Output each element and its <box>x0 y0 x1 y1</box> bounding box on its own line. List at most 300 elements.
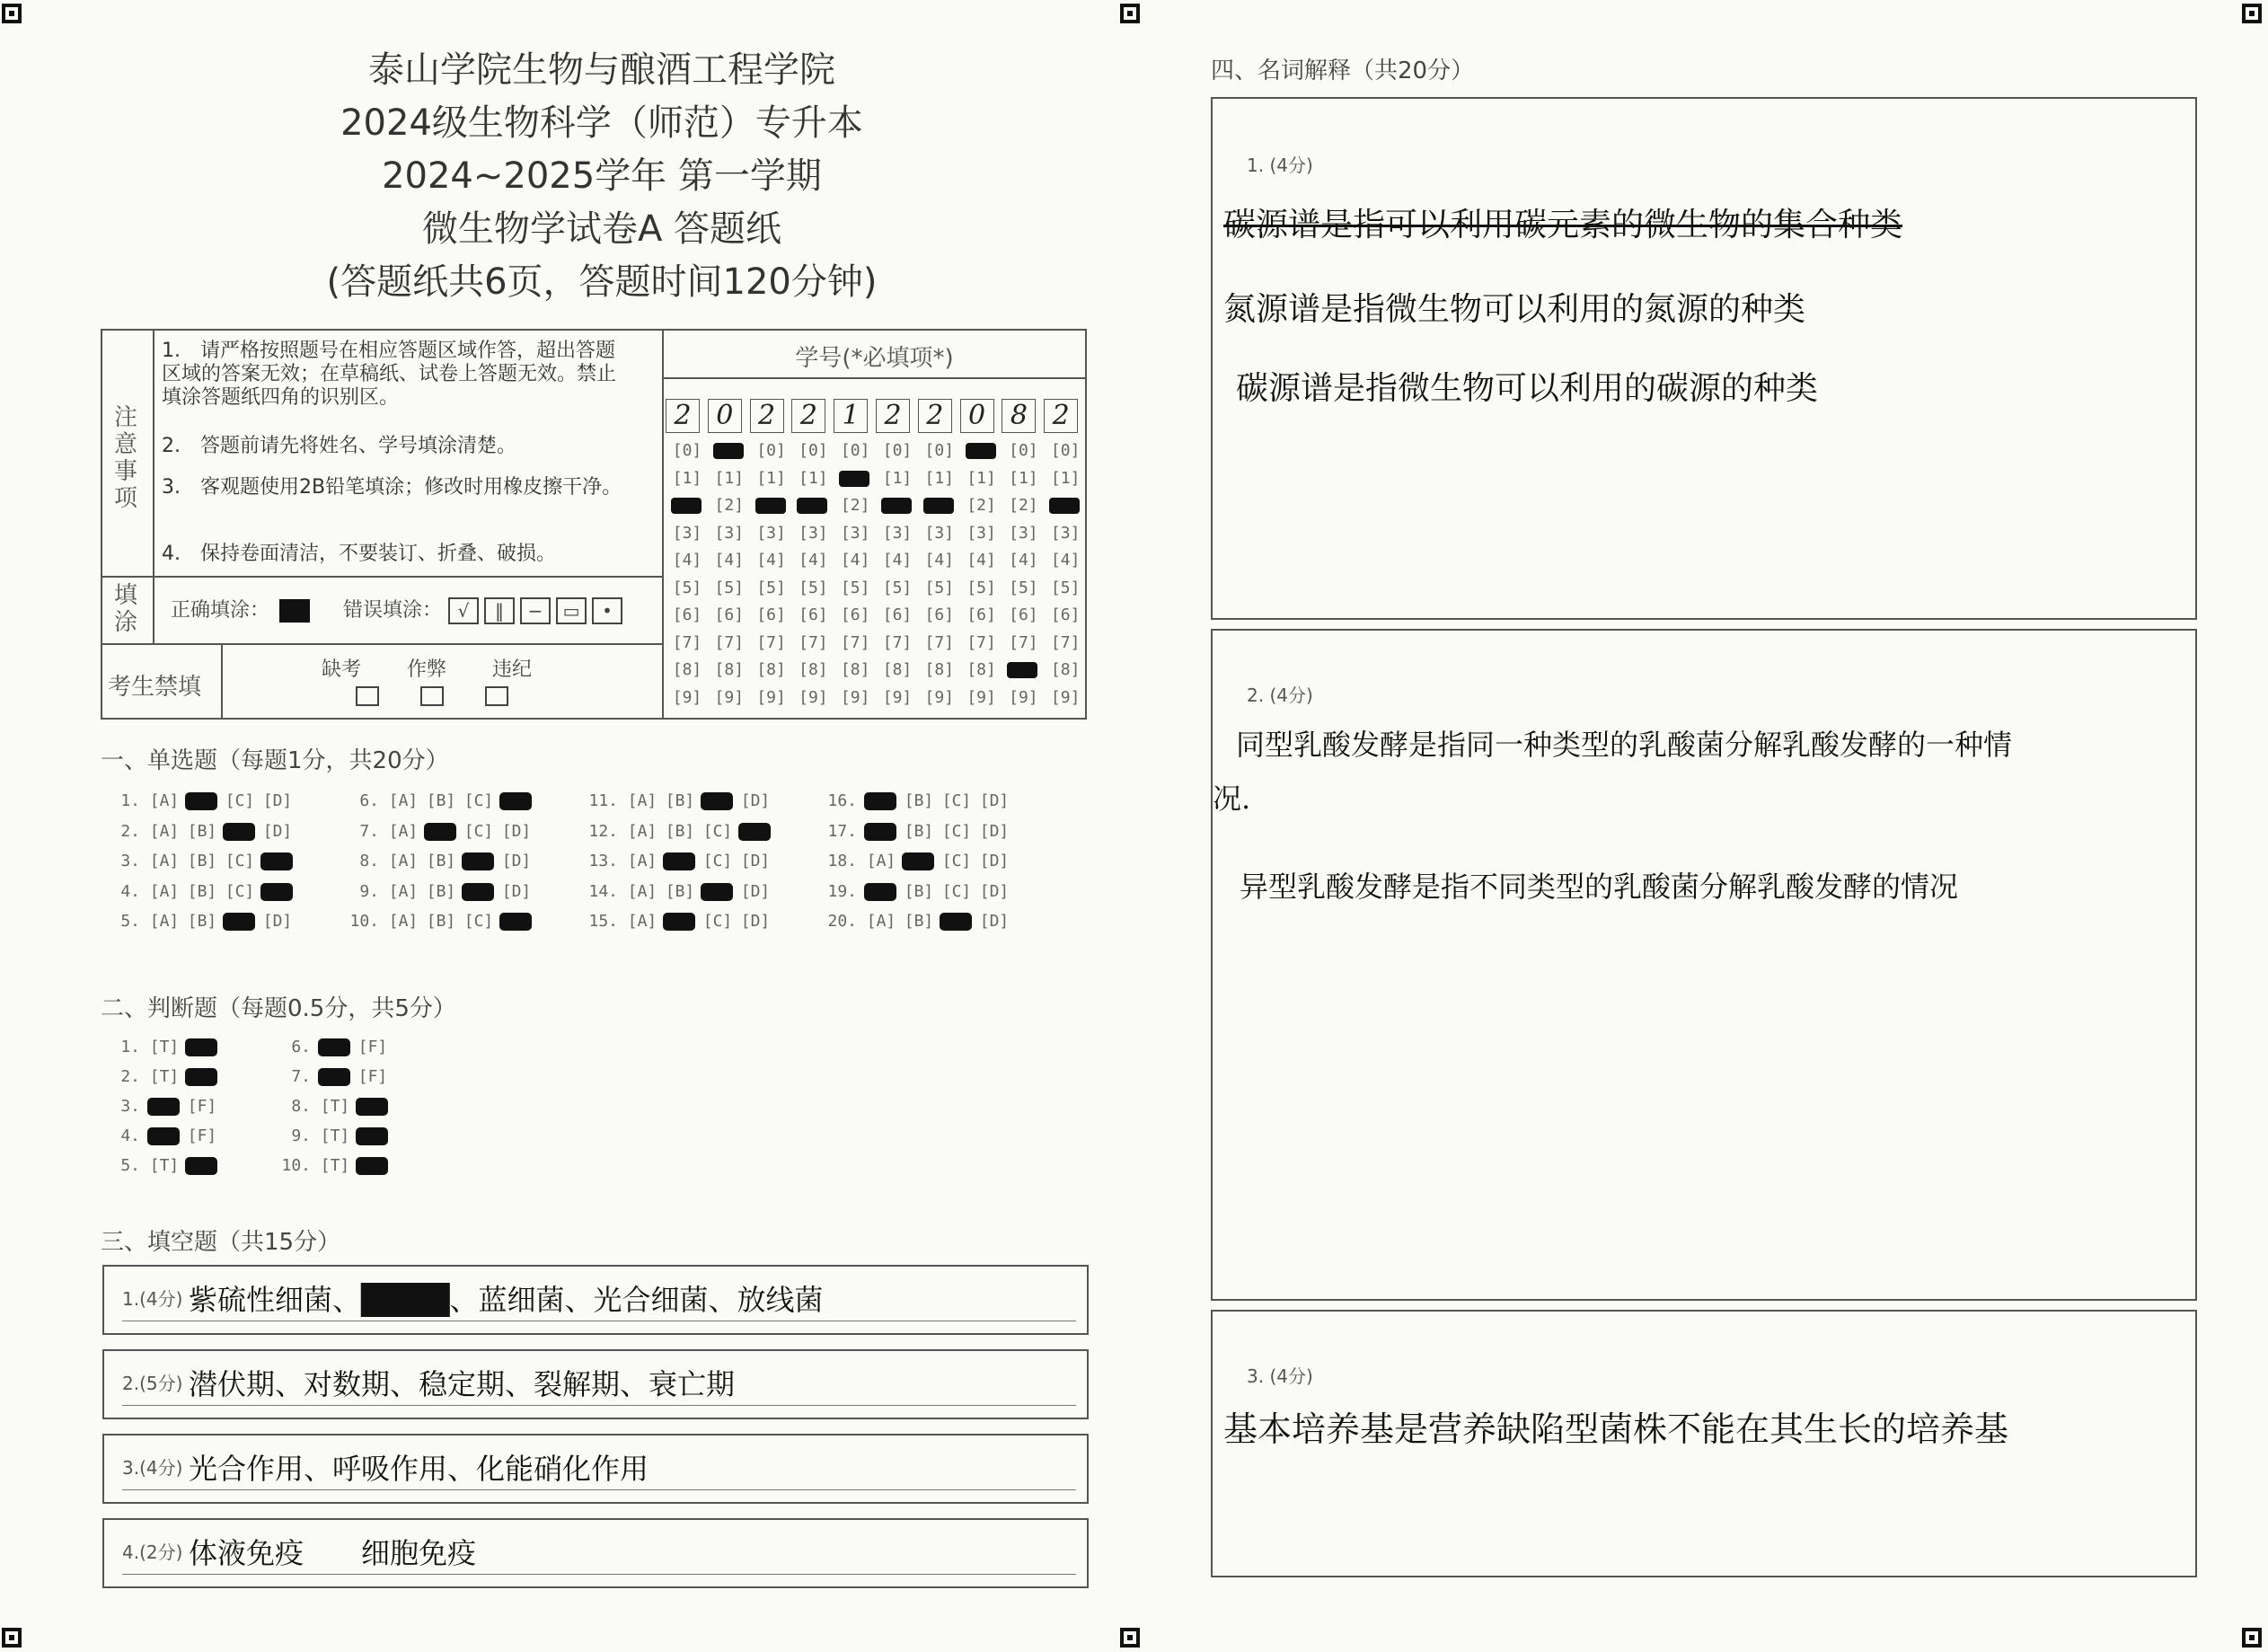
tf-option-t[interactable] <box>146 1066 183 1088</box>
mc-option-c[interactable] <box>699 911 737 932</box>
mc-option-d[interactable] <box>259 911 296 932</box>
mc-option-a[interactable] <box>862 911 900 932</box>
student-id-bubble[interactable]: [9] <box>672 687 702 707</box>
mc-option-d[interactable] <box>498 911 535 932</box>
tf-option-t[interactable] <box>146 1037 183 1058</box>
wrong-fill-label: 错误填涂： <box>343 599 443 622</box>
mc-option-a[interactable] <box>146 821 183 843</box>
mc-option-c[interactable] <box>938 821 975 843</box>
tf-option-f[interactable] <box>354 1066 392 1088</box>
mc-option-d[interactable] <box>259 791 296 812</box>
option-label: [C] <box>941 791 972 810</box>
student-id-bubble[interactable]: [0] <box>882 441 913 460</box>
option-label: [T] <box>320 1126 350 1145</box>
mc-option-b[interactable] <box>661 881 699 903</box>
wrong-fill-sample: ▭ <box>556 597 587 624</box>
mc-option-d[interactable] <box>498 851 535 872</box>
definition-label: 2. (4分) <box>1247 685 1313 706</box>
student-id-bubble[interactable]: [3] <box>966 523 996 543</box>
student-id-bubble[interactable] <box>667 495 707 517</box>
tf-option-f[interactable] <box>183 1037 221 1058</box>
student-id-digit-cell: 2 <box>750 399 784 433</box>
student-id-bubble[interactable]: [8] <box>882 660 913 679</box>
notice-item-4: 4. 保持卷面清洁，不要装订、折叠、破损。 <box>162 543 556 565</box>
student-id-bubble[interactable]: [7] <box>1009 632 1038 652</box>
student-id-bubble[interactable]: [4] <box>924 551 955 570</box>
student-id-bubble[interactable]: [3] <box>924 523 955 543</box>
definition-label: 3. (4分) <box>1247 1365 1313 1387</box>
definition-answer-line: 碳源谱是指微生物可以利用的碳源的种类 <box>1236 370 1819 407</box>
mc-option-b[interactable] <box>661 911 699 932</box>
fill-blank-label: 3.(4分) <box>122 1457 183 1479</box>
divider <box>153 576 154 644</box>
student-id-bubble[interactable]: [0] <box>924 441 955 460</box>
student-id-bubble[interactable]: [5] <box>840 578 870 597</box>
mc-option-c[interactable] <box>221 851 259 872</box>
student-id-bubble[interactable]: [8] <box>924 660 955 679</box>
student-id-bubble[interactable]: [8] <box>756 660 786 679</box>
student-id-bubble[interactable]: [3] <box>840 523 870 543</box>
student-id-bubble[interactable]: [6] <box>756 605 786 624</box>
student-id-bubble[interactable]: [1] <box>1009 468 1038 488</box>
mc-option-b[interactable] <box>183 881 221 903</box>
mc-option-a[interactable] <box>623 821 661 843</box>
student-id-bubble[interactable]: [2] <box>966 496 996 515</box>
mc-option-c[interactable] <box>699 791 737 812</box>
option-label: [A] <box>866 912 896 931</box>
mc-option-a[interactable] <box>862 851 900 872</box>
student-id-bubble[interactable] <box>920 495 959 517</box>
notice-item-3: 3. 客观题使用2B铅笔填涂；修改时用橡皮擦干净。 <box>162 476 622 499</box>
question-number: 4. <box>120 1126 140 1145</box>
mc-option-c[interactable] <box>460 791 498 812</box>
student-id-bubble[interactable]: [7] <box>924 632 955 652</box>
mc-option-d[interactable] <box>975 791 1013 812</box>
mc-option-a[interactable] <box>623 791 661 812</box>
mc-option-c[interactable] <box>699 821 737 843</box>
option-label: [B] <box>426 791 456 810</box>
mc-option-d[interactable] <box>737 881 774 903</box>
answer-underline <box>122 1405 1076 1406</box>
fill-side-label: 填涂 <box>113 582 137 636</box>
tf-option-t[interactable] <box>146 1126 183 1147</box>
option-label: [C] <box>941 852 972 870</box>
student-id-bubble[interactable]: [4] <box>714 551 745 570</box>
student-id-bubble[interactable]: [4] <box>799 551 828 570</box>
student-id-digit-cell: 0 <box>708 399 742 433</box>
student-id-bubble[interactable]: [1] <box>714 468 745 488</box>
student-id-bubble[interactable]: [7] <box>714 632 745 652</box>
student-id-bubble[interactable]: [4] <box>840 551 870 570</box>
student-id-bubble[interactable]: [6] <box>882 605 913 624</box>
mc-option-b[interactable] <box>422 911 460 932</box>
student-id-bubble[interactable]: [4] <box>966 551 996 570</box>
tf-question-2 <box>108 1066 221 1088</box>
mc-option-a[interactable] <box>623 911 661 932</box>
student-id-bubble[interactable] <box>710 440 749 462</box>
option-label: [D] <box>740 791 771 810</box>
student-id-bubble[interactable]: [0] <box>1050 441 1081 460</box>
answer-underline <box>122 1574 1076 1575</box>
paper-note: (答题纸共6页，答题时间120分钟) <box>326 261 878 303</box>
mc-option-b[interactable] <box>422 821 460 843</box>
student-id-bubble[interactable]: [7] <box>1050 632 1081 652</box>
divider <box>662 329 664 720</box>
mc-option-c[interactable] <box>221 791 259 812</box>
question-number: 11. <box>588 791 618 810</box>
student-id-bubble[interactable]: [3] <box>799 523 828 543</box>
student-id-bubble[interactable]: [1] <box>924 468 955 488</box>
question-number: 5. <box>120 1156 140 1175</box>
question-number: 3. <box>120 852 140 870</box>
student-id-bubble[interactable]: [6] <box>1009 605 1038 624</box>
student-id-bubble[interactable]: [0] <box>799 441 828 460</box>
student-id-bubble[interactable]: [1] <box>882 468 913 488</box>
student-id-bubble[interactable]: [0] <box>840 441 870 460</box>
mc-option-b[interactable] <box>900 881 938 903</box>
mc-option-c[interactable] <box>460 821 498 843</box>
student-id-bubble[interactable]: [2] <box>840 496 870 515</box>
tf-option-f[interactable] <box>354 1096 392 1118</box>
mc-option-d[interactable] <box>975 911 1013 932</box>
student-id-bubble[interactable]: [3] <box>1009 523 1038 543</box>
tf-option-t[interactable] <box>316 1126 354 1147</box>
student-id-digit-cell: 2 <box>918 399 952 433</box>
definition-answer-line: 氮源谱是指微生物可以利用的氮源的种类 <box>1223 291 1806 328</box>
section1-title: 一、单选题（每题1分，共20分） <box>101 747 449 774</box>
mc-option-d[interactable] <box>737 821 774 843</box>
question-number: 5. <box>120 912 140 931</box>
student-id-bubble[interactable] <box>962 440 1002 462</box>
student-id-bubble[interactable] <box>835 468 875 490</box>
mc-option-b[interactable] <box>661 821 699 843</box>
mc-option-b[interactable] <box>183 791 221 812</box>
mc-option-a[interactable] <box>384 911 422 932</box>
mc-option-a[interactable] <box>384 851 422 872</box>
student-id-bubble[interactable]: [6] <box>924 605 955 624</box>
student-id-bubble[interactable]: [8] <box>840 660 870 679</box>
student-id-bubble[interactable]: [9] <box>1009 687 1038 707</box>
option-label: [A] <box>388 912 419 931</box>
forbid-label: 考生禁填 <box>108 674 202 701</box>
student-id-bubble[interactable]: [1] <box>756 468 786 488</box>
definition-answer-struck: 碳源谱是指可以利用碳元素的微生物的集合种类 <box>1223 207 1903 243</box>
student-id-bubble[interactable]: [5] <box>1009 578 1038 597</box>
student-id-bubble[interactable]: [7] <box>799 632 828 652</box>
student-id-bubble[interactable]: [0] <box>756 441 786 460</box>
mc-option-c[interactable] <box>460 911 498 932</box>
student-id-bubble[interactable]: [9] <box>799 687 828 707</box>
fill-blank-2[interactable] <box>102 1349 1089 1419</box>
student-id-bubble[interactable]: [3] <box>672 523 702 543</box>
mc-option-c[interactable] <box>221 911 259 932</box>
forbid-violation-checkbox[interactable] <box>485 686 508 706</box>
mc-option-b[interactable] <box>422 881 460 903</box>
student-id-bubble[interactable]: [4] <box>1009 551 1038 570</box>
mc-option-d[interactable] <box>975 851 1013 872</box>
option-label: [F] <box>357 1038 388 1056</box>
mc-option-b[interactable] <box>900 911 938 932</box>
student-id-bubble[interactable]: [0] <box>672 441 702 460</box>
student-id-bubble[interactable]: [9] <box>966 687 996 707</box>
notice-item-2: 2. 答题前请先将姓名、学号填涂清楚。 <box>162 435 516 457</box>
mc-option-d[interactable] <box>975 821 1013 843</box>
definition-box-3[interactable] <box>1211 1310 2197 1577</box>
question-number: 18. <box>827 852 857 870</box>
student-id-bubble[interactable]: [7] <box>882 632 913 652</box>
mc-question-17 <box>825 821 1013 843</box>
option-label: [F] <box>187 1126 217 1145</box>
student-id-bubble[interactable] <box>1046 495 1085 517</box>
student-id-bubble[interactable]: [1] <box>1050 468 1081 488</box>
option-label: [A] <box>388 852 419 870</box>
student-id-digit-cell: 1 <box>834 399 868 433</box>
mc-option-a[interactable] <box>623 851 661 872</box>
student-id-bubble[interactable]: [5] <box>756 578 786 597</box>
student-id-bubble[interactable]: [3] <box>882 523 913 543</box>
question-number: 16. <box>827 791 857 810</box>
student-id-bubble[interactable]: [4] <box>882 551 913 570</box>
tf-option-t[interactable] <box>146 1155 183 1177</box>
student-id-bubble[interactable]: [7] <box>840 632 870 652</box>
mc-option-d[interactable] <box>498 821 535 843</box>
mc-option-a[interactable] <box>862 821 900 843</box>
tf-option-f[interactable] <box>354 1126 392 1147</box>
mc-option-d[interactable] <box>259 881 296 903</box>
forbid-absent-checkbox[interactable] <box>356 686 379 706</box>
option-label: [D] <box>501 881 532 901</box>
option-label: [B] <box>904 881 934 901</box>
student-id-bubble[interactable]: [1] <box>799 468 828 488</box>
question-number: 1. <box>120 791 140 810</box>
section2-title: 二、判断题（每题0.5分，共5分） <box>101 995 456 1022</box>
student-id-bubble[interactable]: [9] <box>924 687 955 707</box>
mc-option-b[interactable] <box>900 821 938 843</box>
option-label: [A] <box>149 852 180 870</box>
student-id-bubble[interactable]: [7] <box>966 632 996 652</box>
mc-option-d[interactable] <box>975 881 1013 903</box>
mc-option-a[interactable] <box>146 911 183 932</box>
mc-option-b[interactable] <box>183 851 221 872</box>
student-id-bubble[interactable] <box>752 495 791 517</box>
tf-option-f[interactable] <box>183 1155 221 1177</box>
mc-option-c[interactable] <box>460 881 498 903</box>
student-id-bubble[interactable]: [7] <box>756 632 786 652</box>
mc-question-13 <box>586 851 774 872</box>
option-label: [C] <box>702 821 733 841</box>
student-id-bubble[interactable]: [5] <box>924 578 955 597</box>
mc-option-b[interactable] <box>900 791 938 812</box>
mc-option-b[interactable] <box>183 821 221 843</box>
wrong-fill-sample: ‖ <box>484 597 515 624</box>
mc-option-a[interactable] <box>862 791 900 812</box>
paper-title: 微生物学试卷A 答题纸 <box>421 208 782 250</box>
student-id-bubble[interactable]: [5] <box>882 578 913 597</box>
student-id-bubble[interactable]: [5] <box>966 578 996 597</box>
tf-option-f[interactable] <box>183 1066 221 1088</box>
student-id-bubble[interactable]: [2] <box>714 496 745 515</box>
option-label: [B] <box>426 852 456 870</box>
student-id-bubble[interactable]: [8] <box>672 660 702 679</box>
option-label: [F] <box>187 1097 217 1116</box>
mc-question-2 <box>108 821 296 843</box>
student-id-bubble[interactable]: [3] <box>714 523 745 543</box>
mc-option-d[interactable] <box>498 881 535 903</box>
answer-underline <box>122 1489 1076 1490</box>
divider <box>662 377 1087 379</box>
student-id-bubble[interactable]: [9] <box>714 687 745 707</box>
mc-option-c[interactable] <box>938 911 975 932</box>
student-id-digit-cell: 2 <box>791 399 825 433</box>
mc-option-a[interactable] <box>384 821 422 843</box>
option-label: [T] <box>320 1156 350 1175</box>
student-id-bubble[interactable]: [9] <box>1050 687 1081 707</box>
student-id-bubble[interactable]: [6] <box>1050 605 1081 624</box>
option-label: [A] <box>149 912 180 931</box>
option-label: [B] <box>904 791 934 810</box>
student-id-bubble[interactable]: [3] <box>756 523 786 543</box>
definition-answer-line: 同型乳酸发酵是指同一种类型的乳酸菌分解乳酸发酵的一种情 <box>1236 728 2013 762</box>
student-id-bubble[interactable] <box>793 495 833 517</box>
student-id-bubble[interactable]: [4] <box>1050 551 1081 570</box>
fill-blank-label: 1.(4分) <box>122 1288 183 1310</box>
question-number: 6. <box>359 791 379 810</box>
mc-option-a[interactable] <box>146 791 183 812</box>
student-id-bubble[interactable] <box>878 495 917 517</box>
mc-question-4 <box>108 881 296 903</box>
student-id-bubble[interactable]: [1] <box>672 468 702 488</box>
tf-option-f[interactable] <box>183 1096 221 1118</box>
mc-option-c[interactable] <box>460 851 498 872</box>
mc-option-c[interactable] <box>699 881 737 903</box>
option-label: [B] <box>187 912 217 931</box>
student-id-bubble[interactable]: [5] <box>799 578 828 597</box>
mc-option-a[interactable] <box>862 881 900 903</box>
option-label: [B] <box>665 881 695 901</box>
option-label: [F] <box>357 1067 388 1086</box>
question-number: 8. <box>359 852 379 870</box>
option-label: [B] <box>187 881 217 901</box>
forbid-violation-label: 违纪 <box>491 658 532 681</box>
option-label: [D] <box>979 912 1010 931</box>
mc-option-c[interactable] <box>699 851 737 872</box>
mc-option-c[interactable] <box>938 851 975 872</box>
student-id-bubble[interactable]: [6] <box>714 605 745 624</box>
student-id-bubble[interactable]: [5] <box>714 578 745 597</box>
student-id-bubble[interactable]: [9] <box>882 687 913 707</box>
definition-box-2[interactable] <box>1211 629 2197 1301</box>
divider <box>221 643 223 720</box>
mc-option-b[interactable] <box>661 791 699 812</box>
option-label: [A] <box>627 881 657 901</box>
student-id-bubble[interactable]: [6] <box>966 605 996 624</box>
fill-blank-1[interactable] <box>102 1265 1089 1335</box>
student-id-bubble[interactable]: [0] <box>1009 441 1038 460</box>
mc-option-a[interactable] <box>146 851 183 872</box>
option-label: [A] <box>149 821 180 841</box>
corner-mark-top-center <box>1120 4 1140 23</box>
mc-option-a[interactable] <box>384 881 422 903</box>
class-title: 2024级生物科学（师范）专升本 <box>340 102 863 144</box>
tf-option-t[interactable] <box>316 1066 354 1088</box>
mc-question-11 <box>586 791 774 812</box>
mc-option-b[interactable] <box>422 851 460 872</box>
tf-option-f[interactable] <box>354 1037 392 1058</box>
option-label: [D] <box>979 821 1010 841</box>
mc-question-9 <box>347 881 535 903</box>
mc-option-c[interactable] <box>938 881 975 903</box>
student-id-bubble[interactable]: [4] <box>756 551 786 570</box>
tf-option-t[interactable] <box>316 1096 354 1118</box>
mc-option-d[interactable] <box>259 821 296 843</box>
question-number: 2. <box>120 1067 140 1086</box>
mc-option-a[interactable] <box>384 791 422 812</box>
student-id-bubble[interactable]: [4] <box>672 551 702 570</box>
student-id-bubble[interactable]: [9] <box>840 687 870 707</box>
tf-option-t[interactable] <box>316 1037 354 1058</box>
tf-option-t[interactable] <box>146 1096 183 1118</box>
mc-option-b[interactable] <box>900 851 938 872</box>
definition-box-1[interactable] <box>1211 97 2197 620</box>
mc-option-a[interactable] <box>623 881 661 903</box>
student-id-bubble[interactable]: [2] <box>1009 496 1038 515</box>
option-label: [C] <box>463 912 494 931</box>
option-label: [D] <box>262 791 293 810</box>
student-id-bubble[interactable]: [9] <box>756 687 786 707</box>
tf-question-4 <box>108 1126 221 1147</box>
student-id-bubble[interactable]: [8] <box>714 660 745 679</box>
student-id-bubble[interactable]: [8] <box>799 660 828 679</box>
question-number: 9. <box>291 1126 311 1145</box>
student-id-digit-cell: 2 <box>876 399 910 433</box>
mc-option-d[interactable] <box>737 911 774 932</box>
student-id-bubble[interactable]: [5] <box>672 578 702 597</box>
mc-option-b[interactable] <box>661 851 699 872</box>
mc-option-d[interactable] <box>737 851 774 872</box>
student-id-bubble[interactable] <box>1003 659 1043 681</box>
student-id-bubble[interactable]: [8] <box>1050 660 1081 679</box>
tf-option-t[interactable] <box>316 1155 354 1177</box>
mc-option-a[interactable] <box>146 881 183 903</box>
student-id-bubble[interactable]: [3] <box>1050 523 1081 543</box>
student-id-bubble[interactable]: [7] <box>672 632 702 652</box>
student-id-bubble[interactable]: [6] <box>799 605 828 624</box>
mc-option-c[interactable] <box>938 791 975 812</box>
mc-option-c[interactable] <box>221 821 259 843</box>
tf-option-f[interactable] <box>354 1155 392 1177</box>
question-number: 3. <box>120 1097 140 1116</box>
option-label: [C] <box>941 821 972 841</box>
tf-option-f[interactable] <box>183 1126 221 1147</box>
student-id-bubble[interactable]: [6] <box>672 605 702 624</box>
option-label: [B] <box>426 881 456 901</box>
mc-option-d[interactable] <box>737 791 774 812</box>
mc-option-b[interactable] <box>422 791 460 812</box>
forbid-cheat-checkbox[interactable] <box>420 686 444 706</box>
mc-option-d[interactable] <box>259 851 296 872</box>
option-label: [A] <box>627 912 657 931</box>
notice-item-1: 1. 请严格按照题号在相应答题区域作答，超出答题区域的答案无效；在草稿纸、试卷上答题无效。禁止填涂答题纸四角的识别区。 <box>162 340 617 409</box>
fill-blank-3[interactable] <box>102 1434 1089 1504</box>
mc-option-d[interactable] <box>498 791 535 812</box>
mc-option-b[interactable] <box>183 911 221 932</box>
mc-option-c[interactable] <box>221 881 259 903</box>
student-id-bubble[interactable]: [5] <box>1050 578 1081 597</box>
student-id-bubble[interactable]: [6] <box>840 605 870 624</box>
student-id-bubble[interactable]: [8] <box>966 660 996 679</box>
fill-blank-4[interactable] <box>102 1518 1089 1588</box>
student-id-bubble[interactable]: [1] <box>966 468 996 488</box>
